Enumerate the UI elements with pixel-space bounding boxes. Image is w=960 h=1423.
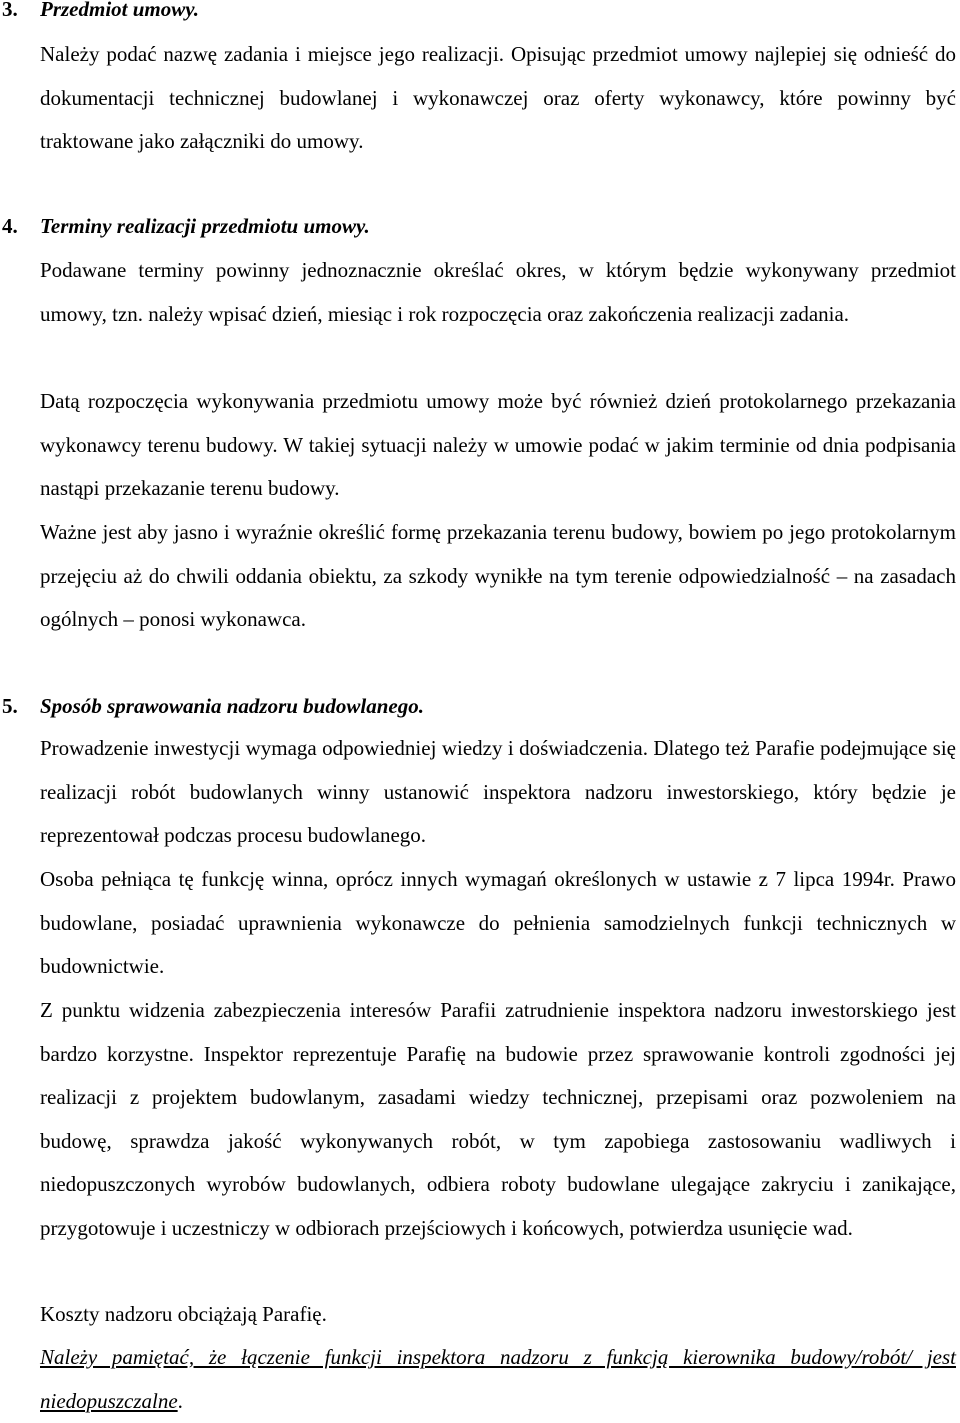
note-end: . xyxy=(177,1388,183,1413)
paragraph: Osoba pełniąca tę funkcję winna, oprócz innych wymagań określonych w ustawie z 7 lipca 1994r. Prawo budowlane, posiadać uprawnienia wykonawcze do pełnienia samodzielnych funkcji technicznych w budownictwie. xyxy=(40,867,956,978)
paragraph: Podawane terminy powinny jednoznacznie określać okres, w którym będzie wykonywany przedmiot umowy, tzn. należy wpisać dzień, miesiąc i rok rozpoczęcia oraz zakończenia realizacji zadania. xyxy=(40,258,956,326)
section-heading-3 xyxy=(2,0,199,22)
section-heading-4 xyxy=(2,214,370,239)
paragraph: Prowadzenie inwestycji wymaga odpowiedniej wiedzy i doświadczenia. Dlatego też Parafie podejmujące się realizacji robót budowlanych winny ustanowić inspektora nadzoru inwestorskiego, który będzie je reprezentował podczas procesu budowlanego. xyxy=(40,736,956,847)
paragraph: Należy podać nazwę zadania i miejsce jego realizacji. Opisując przedmiot umowy najlepiej się odnieść do dokumentacji technicznej budowlanej i wykonawczej oraz oferty wykonawcy, które powinny być traktowane jako załączniki do umowy. xyxy=(40,42,956,153)
section-number: 4. xyxy=(2,214,18,238)
paragraph: Datą rozpoczęcia wykonywania przedmiotu umowy może być również dzień protokolarnego przekazania wykonawcy terenu budowy. W takiej sytuacji należy w umowie podać w jakim terminie od dnia podpisania nastąpi przekazanie terenu budowy. xyxy=(40,389,956,500)
paragraph: Koszty nadzoru obciążają Parafię. xyxy=(40,1302,327,1326)
paragraph: Ważne jest aby jasno i wyraźnie określić formę przekazania terenu budowy, bowiem po jego protokolarnym przejęciu aż do chwili oddania obiektu, za szkody wynikłe na tym terenie odpowiedzialność – na zasadach ogólnych – ponosi wykonawca. xyxy=(40,520,956,631)
section-heading-5 xyxy=(2,694,424,719)
note-paragraph xyxy=(40,1336,956,1423)
section-title: Sposób sprawowania nadzoru budowlanego. xyxy=(40,694,424,718)
section-number: 5. xyxy=(2,694,18,718)
paragraph: Z punktu widzenia zabezpieczenia interesów Parafii zatrudnienie inspektora nadzoru inwestorskiego jest bardzo korzystne. Inspektor reprezentuje Parafię na budowie przez sprawowanie kontroli zgodności jej realizacji z projektem budowlanym, zasadami wiedzy technicznej, przepisami oraz pozwoleniem na budowę, sprawdza jakość wykonywanych robót, w tym zapobiega zastosowaniu wadliwych i niedopuszczonych wyrobów budowlanych, odbiera roboty budowlane ulegające zakryciu i zanikające, przygotowuje i uczestniczy w odbiorach przejściowych i końcowych, potwierdza usunięcie wad. xyxy=(40,998,956,1240)
section-title: Przedmiot umowy. xyxy=(40,0,200,21)
section-number: 3. xyxy=(2,0,18,21)
section-title: Terminy realizacji przedmiotu umowy. xyxy=(40,214,370,238)
underlined-note: Należy pamiętać, że łączenie funkcji inspektora nadzoru z funkcją kierownika budowy/robót/ jest niedopuszczalne xyxy=(40,1345,956,1413)
